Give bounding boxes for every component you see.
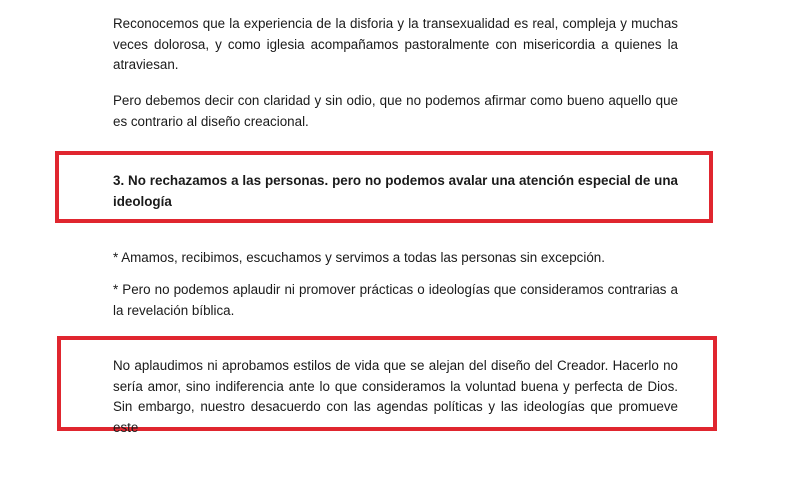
body-paragraph-lifestyles: No aplaudimos ni aprobamos estilos de vida que se alejan del diseño del Creador. Hacerlo no sería amor, sino indiferencia ante lo que consideramos la voluntad buena y perfecta de Dios. Sin embargo, nuestro desacuerdo con las agendas políticas y las ideologías que promueve este	[113, 358, 678, 435]
section-heading-3: 3. No rechazamos a las personas. pero no podemos avalar una atención especial de una ideología	[113, 173, 678, 209]
body-paragraph-clarity: Pero debemos decir con claridad y sin odio, que no podemos afirmar como bueno aquello que es contrario al diseño creacional.	[113, 93, 678, 129]
bullet-item-not-promote: * Pero no podemos aplaudir ni promover prácticas o ideologías que consideramos contrarias a la revelación bíblica.	[113, 282, 678, 318]
bullet-item-love: * Amamos, recibimos, escuchamos y servimos a todas las personas sin excepción.	[113, 250, 605, 265]
body-paragraph-dysphoria: Reconocemos que la experiencia de la disforia y la transexualidad es real, compleja y muchas veces dolorosa, y como iglesia acompañamos pastoralmente con misericordia a quienes la atraviesan.	[113, 16, 678, 72]
